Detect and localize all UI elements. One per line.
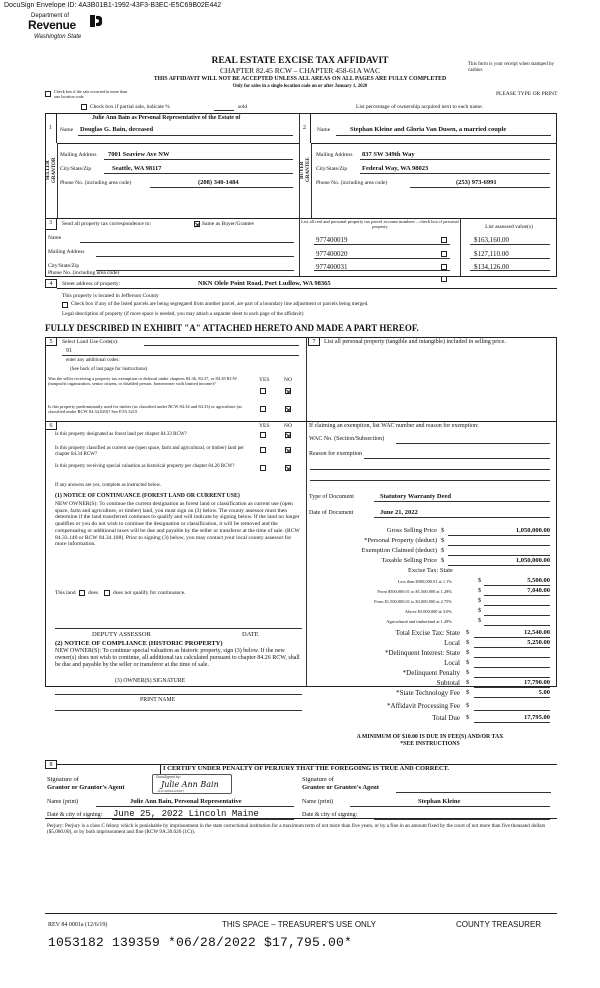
yes-header: YES [259,377,270,383]
agency-logo [22,13,132,49]
buyer-city-label: City/State/Zip [316,166,348,172]
land-use-label: Select Land Use Code(s): [62,339,119,345]
sales-note: Only for sales in a single location code on or after January 1, 2020 [232,84,368,89]
personal-property-checkbox[interactable] [441,237,447,243]
local-tax-label: Local [444,639,460,647]
legal-description[interactable]: FULLY DESCRIBED IN EXHIBIT "A" ATTACHED HERETO AND MADE A PART HEREOF. [45,323,419,333]
parcel-number[interactable]: 977400031 [316,263,348,271]
forest-yes-checkbox[interactable] [260,432,266,438]
tax-tier-value[interactable]: 7,040.00 [527,587,550,594]
dollar-sign: $ [478,587,482,594]
exemption-claimed-label: Exemption Claimed (deduct) [361,547,437,554]
technology-fee[interactable]: 5.00 [538,689,550,696]
grantor-date-city[interactable]: June 25, 2022 Lincoln Maine [113,809,259,819]
tax-tier-value[interactable]: 5,500.00 [527,577,550,584]
dollar-sign: $ [466,714,470,721]
agency-dept: Department of [31,13,70,19]
dollar-sign: $ [441,557,445,564]
grantee-print-name[interactable]: Stephan Kleine [418,798,461,805]
assessed-value[interactable]: $163,160.00 [474,236,509,244]
owner-signature-label: (3) OWNER(S) SIGNATURE [115,678,186,684]
wac-number-label: WAC No. (Section/Subsection) [309,436,385,442]
exemption-reason-label: Reason for exemption [309,451,362,457]
delinquent-interest-local-label: Local [444,659,460,667]
compliance-text: NEW OWNER(S): To continue special valuation as historic property, sign (3) below. If the new owner(s) does not wish to continue, all additional tax calculated pursuant to chapter 84.26 RCW, shall be due and payable by the seller or transferor at the time of sale. [55,648,300,669]
minimum-fee-note: A MINIMUM OF $10.00 IS DUE IN FEE(S) AND/OR TAX [356,734,504,740]
document-type-label: Type of Document [309,494,354,500]
any-yes-note: If any answers are yes, complete as instructed below. [55,483,162,488]
subtotal[interactable]: 17,790.00 [524,679,550,686]
county-note: This property is located in Jefferson County [62,293,159,299]
parcel-number[interactable]: 977400020 [316,250,348,258]
gross-price-label: Gross Selling Price [386,527,437,534]
dollar-sign: $ [466,649,470,656]
agency-name: Revenue [28,18,76,32]
docusigned-label: DocuSigned by: [156,775,181,779]
correspondence-phone-label: Phone No. (including area code) [48,270,120,276]
grantee-agent-label: Grantee or Grantee's Agent [302,784,379,791]
segregated-parcels-checkbox[interactable] [62,302,68,308]
tax-tier-label: Less than $500,000.01 at 1.1% [397,579,452,584]
assessed-value[interactable]: $134,126.00 [474,263,509,271]
timber-question: Is this property predominantly used for timber (as classified under RCW 84.34 and 84.33) or agriculture (as classified under RCW 84.34.020)? See ETA 3215 [48,404,242,415]
parcel-number[interactable]: 977400019 [316,236,348,244]
grantor-name-label: Name (print) [47,799,79,805]
current-use-no-checkbox[interactable] [285,447,291,453]
street-address-label: Street address of property: [62,281,121,287]
partial-sale-label: Check box if partial sale, indicate % [90,104,170,110]
no-header: NO [284,423,292,429]
grantor-agent-label: Grantor or Grantor's Agent [47,784,125,791]
multi-location-label: Check box if the sale occurred in more than one location code. [54,89,128,99]
buyer-side-label: BUYER GRANTEE [300,157,311,183]
treasurer-use-label: THIS SPACE – TREASURER'S USE ONLY [222,920,377,929]
total-due-label: Total Due [432,714,460,722]
exemption-yes-checkbox[interactable] [260,388,266,394]
additional-codes-label: enter any additional codes: [66,358,120,363]
assessed-value-header: List assessed value(s) [485,224,533,230]
section-5-number: 5 [45,337,57,346]
does-label: does [88,590,99,596]
seller-mailing-label: Mailing Address [60,152,97,158]
deputy-assessor-label: DEPUTY ASSESSOR [92,631,151,638]
form-revision: REV 84 0001a (12/6/19) [48,922,108,928]
does-not-label: does not qualify for continuance. [113,590,186,596]
envelope-id: DocuSign Envelope ID: 4A3B01B1-1992-43F3-B3EC-E5C69B02E442 [4,2,222,9]
grantee-date-label: Date & city of signing: [302,812,358,818]
section-3-label: Send all property tax correspondence to: [62,221,152,227]
seller-name-line1: Julie Ann Bain as Personal Representative of the Estate of [92,115,241,121]
exemption-no-checkbox[interactable] [285,388,291,394]
taxable-price[interactable]: 1,050,000.00 [515,557,550,564]
personal-property-checkbox[interactable] [441,276,447,282]
gross-price[interactable]: 1,050,000.00 [515,527,550,534]
section-3-number: 3 [45,218,57,230]
seller-mailing[interactable]: 7001 Seaview Ave NW [108,151,170,158]
buyer-mailing[interactable]: 837 SW 349th Way [362,151,415,158]
continuance-text: NEW OWNER(S): To continue the current designation as forest land or classification as current use (open space, farm and agriculture, or timber) land, you must sign on (3) below. The county assessor must then determine if the land transferred continues to qualify and will indicate by signing below. If the land no longer qualifies or you do not wish to continue the designation or classification, it will be removed and the compensating or additional taxes will be due and payable by the seller or transferor at the time of sale. (RCW 84.33.140 or RCW 84.34.108). Prior to signing (3) below, you may contact your local county assessor for more information. [55,501,300,548]
document-type[interactable]: Statutory Warranty Deed [380,493,452,500]
seller-phone[interactable]: (208) 340-1484 [198,179,239,186]
dollar-sign: $ [478,577,482,584]
dollar-sign: $ [478,607,482,614]
tax-tier-label: From $1,500,000.01 to $3,000,000 at 2.75% [374,599,452,604]
buyer-phone-label: Phone No. (including area code) [316,180,388,186]
historic-yes-checkbox[interactable] [260,465,266,471]
historic-question: Is this property receiving special valuation as historical property per chapter 84.26 RCW? [55,464,235,469]
print-name-label: PRINT NAME [140,697,176,703]
grantor-print-name[interactable]: Julie Ann Bain, Personal Representative [130,798,242,805]
dollar-sign: $ [441,547,445,554]
legal-description-label: Legal description of property (if more space is needed, you may attach a separate sheet to each page of the affidavit) [62,311,304,317]
tax-tier-label: From $500,000.01 to $1,500,000 at 1.28% [377,589,452,594]
receipt-note: This form is your receipt when stamped by cashier. [468,62,554,73]
forest-land-question: Is this property designated as forest land per chapter 84.33 RCW? [55,432,187,437]
partial-sale-checkbox[interactable] [81,104,87,110]
taxable-price-label: Taxable Selling Price [381,557,437,564]
dollar-sign: $ [466,659,470,666]
timber-no-checkbox[interactable] [285,406,291,412]
seller-city-label: City/State/Zip [60,166,92,172]
seller-name-label: Name [60,127,74,133]
correspondence-city-label: City/State/Zip [48,263,80,269]
grantor-date-label: Date & city of signing: [47,812,103,818]
historic-no-checkbox[interactable] [285,465,291,471]
handwritten-signature: Julie Ann Bain [161,780,219,789]
sold-label: sold [238,104,248,110]
parcels-header: List all real and personal property tax parcel account numbers – check box if personal property [301,219,459,230]
affidavit-fee-label: *Affidavit Processing Fee [387,702,460,710]
seller-phone-label: Phone No. (including area code) [60,180,132,186]
tax-tier-label: Above $3,000,000 at 3.0% [404,609,452,614]
agency-state: Washington State [34,34,82,40]
correspondence-mailing-label: Mailing Address [48,249,85,255]
seller-city[interactable]: Seattle, WA 98117 [112,165,162,172]
timber-yes-checkbox[interactable] [260,406,266,412]
dollar-sign: $ [478,617,482,624]
document-date-label: Date of Document [309,510,354,516]
personal-property-checkbox[interactable] [441,251,447,257]
section-8-number: 8 [45,760,57,769]
dollar-sign: $ [441,537,445,544]
document-date[interactable]: June 21, 2022 [380,509,418,516]
section-7-number: 7 [308,337,320,346]
see-instructions-note: *SEE INSTRUCTIONS [400,741,460,747]
dollar-sign: $ [466,669,470,676]
delinquent-penalty-label: *Delinquent Penalty [402,669,460,677]
form-chapter: CHAPTER 82.45 RCW – CHAPTER 458-61A WAC [220,66,380,75]
exemption-label: If claiming an exemption, list WAC number and reason for exemption: [309,423,479,429]
certify-statement: I CERTIFY UNDER PENALTY OF PERJURY THAT THE FOREGOING IS TRUE AND CORRECT. [163,765,450,772]
grantee-signature-label: Signature of [302,776,334,783]
total-excise-state[interactable]: 12,540.00 [524,629,550,636]
current-use-yes-checkbox[interactable] [260,447,266,453]
buyer-name-label: Name [317,127,331,133]
dollar-sign: $ [466,639,470,646]
same-as-buyer-checkbox[interactable] [194,221,200,227]
buyer-name[interactable]: Stephan Kleine and Gloria Van Dusen, a married couple [350,126,507,133]
technology-fee-label: *State Technology Fee [396,689,460,697]
see-back-note: (See back of last page for instructions) [70,367,148,372]
subtotal-label: Subtotal [436,679,460,687]
dollar-sign: $ [441,527,445,534]
perjury-note: Perjury: Perjury is a class C felony which is punishable by imprisonment in the state correctional institution for a maximum term of not more than five years, or by a fine in an amount fixed by the court of not more than five thousand dollars ($5,000.00), or by both imprisonment and fine (RCW 9A.20.020 (1C)). [47,823,546,836]
tax-tier-label: Agricultural and timberland at 1.28% [386,619,452,624]
multi-location-checkbox[interactable] [45,91,51,97]
wa-logo-icon [88,13,104,29]
form-warning: THIS AFFIDAVIT WILL NOT BE ACCEPTED UNLESS ALL AREAS ON ALL PAGES ARE FULLY COMPLETED [153,76,447,82]
section-6-number: 6 [45,421,57,430]
signature-id: 4F1C9B5E0A2D4B7 [157,790,185,793]
section-2-number: 2 [299,113,311,143]
form-title: REAL ESTATE EXCISE TAX AFFIDAVIT [211,56,389,66]
county-treasurer-label: COUNTY TREASURER [456,920,542,929]
same-as-buyer-label: Same as Buyer/Grantee [202,221,254,227]
continuance-title: (1) NOTICE OF CONTINUANCE (FOREST LAND OR CURRENT USE) [55,493,240,499]
dollar-sign: $ [466,689,470,696]
ownership-note: List percentage of ownership acquired next to each name. [356,104,483,110]
dollar-sign: $ [466,702,470,709]
personal-property-label: List all personal property (tangible and intangible) included in selling price. [324,339,506,345]
exemption-question: Was the seller receiving a property tax exemption or deferral under chapters 84.36, 84.37, or 84.38 RCW (nonprofit organization, senior citizen, or disabled person, homeowner with limited income)? [48,376,237,387]
qualifies-checkbox[interactable] [79,590,85,596]
total-excise-state-label: Total Excise Tax: State [395,629,460,637]
assessor-date-label: DATE [242,631,259,638]
seller-name[interactable]: Douglas G. Bain, deceased [80,126,154,133]
buyer-mailing-label: Mailing Address [316,152,353,158]
current-use-question: Is this property classified as current use (open space, farm and agricultural, or timber) land per chapter 84.34 RCW? [55,446,244,457]
grantor-signature[interactable] [152,774,232,794]
personal-property-deduct-label: *Personal Property (deduct) [364,537,437,544]
correspondence-name-label: Name [48,235,62,241]
section-4-number: 4 [45,279,57,288]
delinquent-interest-state-label: *Delinquent Interest: State [384,649,460,657]
assessed-value[interactable]: $127,110.00 [474,250,509,258]
not-qualifies-checkbox[interactable] [104,590,110,596]
yes-header: YES [259,423,270,429]
segregated-parcels-label: Check box if any of the listed parcels are being segregated from another parcel, are part of a boundary line adjustment or parcels being merged. [71,301,369,307]
compliance-title: (2) NOTICE OF COMPLIANCE (HISTORIC PROPERTY) [55,640,223,647]
seller-side-label: SELLER GRANTOR [46,157,57,183]
excise-state-label: Excise Tax: State [408,567,453,574]
this-land-label: This land [55,590,76,596]
personal-property-checkbox[interactable] [441,264,447,270]
no-header: NO [284,377,292,383]
dollar-sign: $ [478,597,482,604]
print-note: PLEASE TYPE OR PRINT [496,91,558,97]
forest-no-checkbox[interactable] [285,432,291,438]
dollar-sign: $ [466,629,470,636]
grantee-name-label: Name (print) [302,799,334,805]
treasurer-stamp: 1053182 139359 *06/28/2022 $17,795.00* [48,935,353,950]
buyer-phone[interactable]: (253) 973-6991 [456,179,497,186]
grantor-signature-label: Signature of [47,776,79,783]
total-due[interactable]: 17,795.00 [524,714,550,721]
street-address[interactable]: NKN Olele Point Road, Port Ludlow, WA 98365 [198,280,331,287]
buyer-city[interactable]: Federal Way, WA 98023 [362,165,429,172]
land-use-code[interactable]: 91 [66,348,72,354]
section-1-number: 1 [45,113,57,143]
local-tax[interactable]: 5,250.00 [527,639,550,646]
dollar-sign: $ [466,679,470,686]
